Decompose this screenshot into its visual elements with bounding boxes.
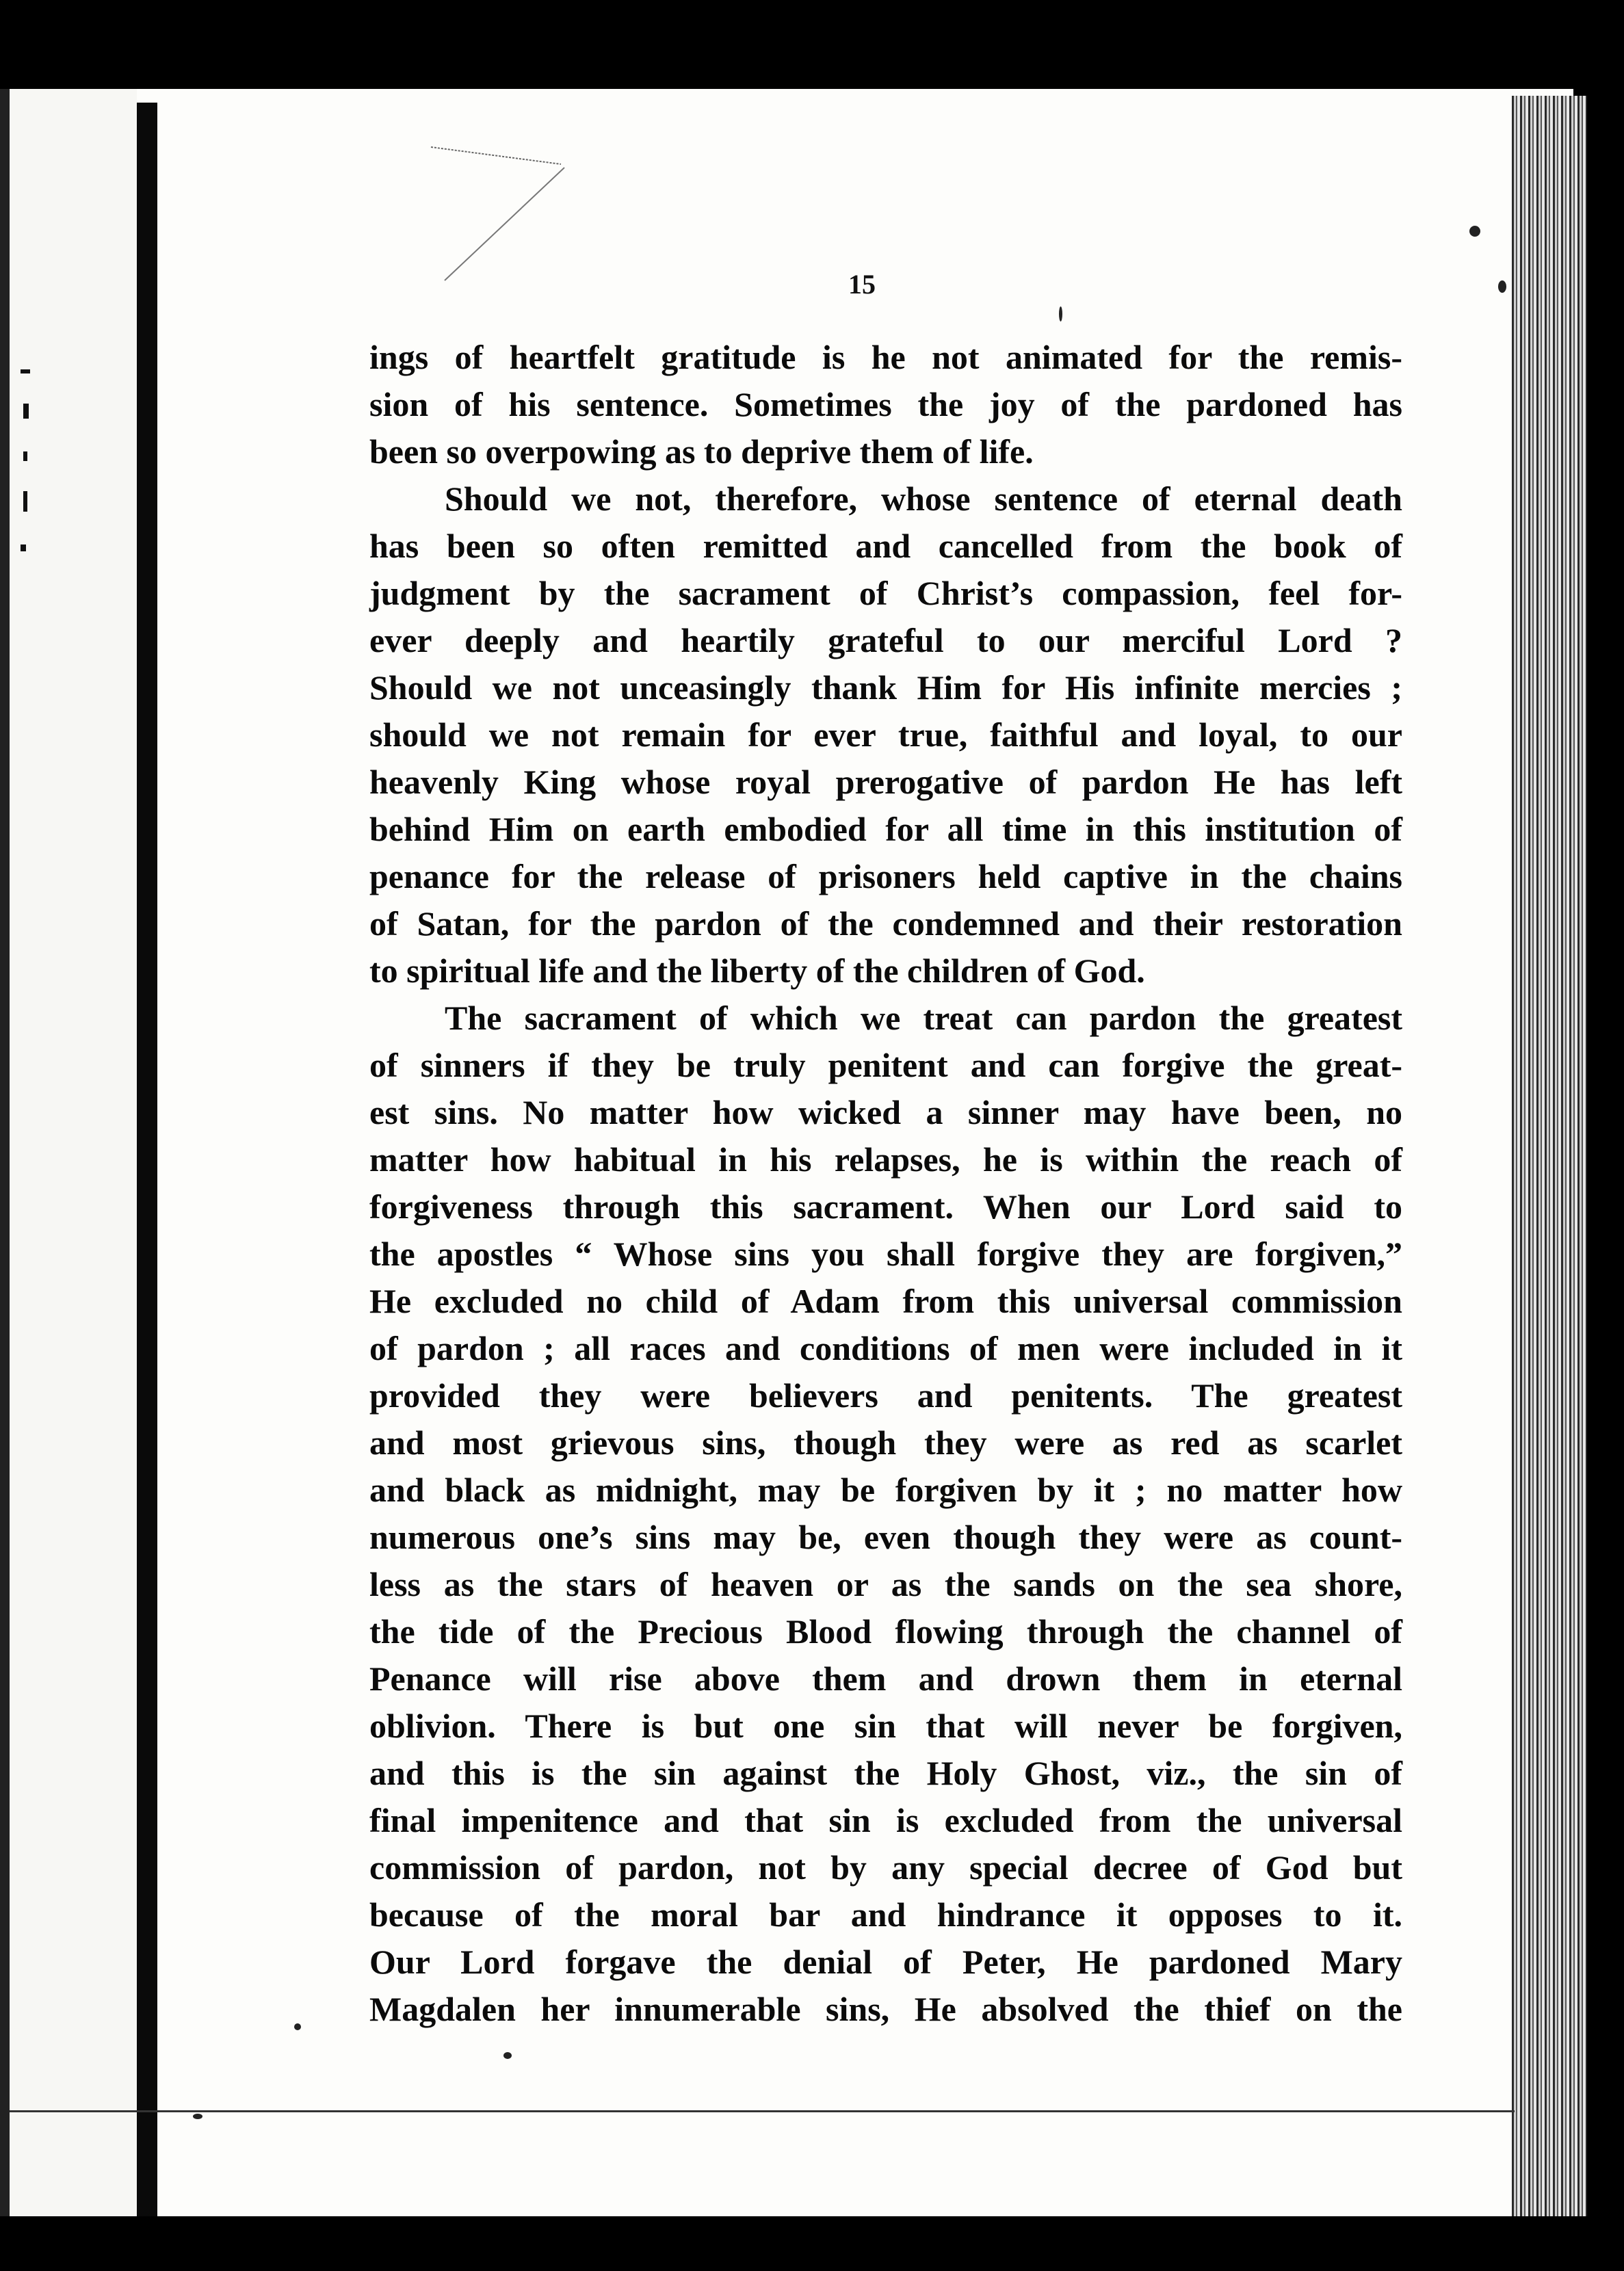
text-line: has been so often remitted and cancelled from the book of (369, 527, 1402, 565)
text-line: final impenitence and that sin is excluded from the universal (369, 1801, 1402, 1839)
text-line: Should we not unceasingly thank Him for His infinite mercies ; (369, 668, 1402, 707)
bottom-page-rule (10, 2110, 1515, 2112)
text-line: commission of pardon, not by any special decree of God but (369, 1848, 1402, 1887)
text-line: provided they were believers and penitents. The greatest (369, 1376, 1402, 1415)
text-line: and most grievous sins, though they were as red as scarlet (369, 1423, 1402, 1462)
text-line: to spiritual life and the liberty of the children of God. (369, 951, 1145, 990)
book-spine-shadow (137, 103, 157, 2216)
text-line: ings of heartfelt gratitude is he not animated for the remis- (369, 338, 1402, 376)
text-line: Magdalen her innumerable sins, He absolved the thief on the (369, 1990, 1402, 2028)
page-stack-edge (1512, 96, 1587, 2216)
text-line: Our Lord forgave the denial of Peter, He pardoned Mary (369, 1943, 1402, 1981)
text-line: sion of his sentence. Sometimes the joy of the pardoned has (369, 385, 1402, 423)
ink-speck (1498, 280, 1506, 293)
page-body-text (369, 334, 1402, 2033)
text-line: the apostles “ Whose sins you shall forgive they are forgiven,” (369, 1235, 1402, 1273)
text-line: heavenly King whose royal prerogative of pardon He has left (369, 763, 1402, 801)
bottom-scan-border (0, 2216, 1624, 2271)
text-line: been so overpowing as to deprive them of life. (369, 432, 1034, 471)
text-line: oblivion. There is but one sin that will never be forgiven, (369, 1707, 1402, 1745)
ink-speck (294, 2023, 301, 2030)
text-line: should we not remain for ever true, faithful and loyal, to our (369, 716, 1402, 754)
ink-speck (193, 2114, 202, 2119)
text-line: judgment by the sacrament of Christ’s compassion, feel for- (369, 574, 1402, 612)
ink-speck (1469, 226, 1480, 237)
text-line: matter how habitual in his relapses, he is within the reach of (369, 1140, 1402, 1179)
text-line: behind Him on earth embodied for all time in this institution of (369, 810, 1402, 848)
ink-speck (503, 2052, 512, 2059)
page-number: 15 (848, 269, 876, 300)
text-line: Should we not, therefore, whose sentence of eternal death (445, 480, 1402, 518)
text-line: of pardon ; all races and conditions of men were included in it (369, 1329, 1402, 1367)
pencil-annotation-mark (424, 144, 588, 294)
text-line: numerous one’s sins may be, even though they were as count- (369, 1518, 1402, 1556)
text-line: the tide of the Precious Blood flowing through the channel of (369, 1612, 1402, 1651)
text-line: because of the moral bar and hindrance it opposes to it. (369, 1895, 1402, 1934)
text-line: and black as midnight, may be forgiven by it ; no matter how (369, 1471, 1402, 1509)
text-line: The sacrament of which we treat can pardon the greatest (445, 999, 1402, 1037)
text-line: less as the stars of heaven or as the sands on the sea shore, (369, 1565, 1402, 1603)
right-scan-border (1587, 89, 1624, 2271)
text-line: He excluded no child of Adam from this universal commission (369, 1282, 1402, 1320)
text-line: Penance will rise above them and drown them in eternal (369, 1659, 1402, 1698)
text-line: est sins. No matter how wicked a sinner may have been, no (369, 1093, 1402, 1131)
paragraph (369, 334, 1402, 475)
left-margin-shadow (0, 89, 10, 2216)
text-line: forgiveness through this sacrament. When our Lord said to (369, 1187, 1402, 1226)
paragraph (369, 995, 1402, 2033)
text-line: ever deeply and heartily grateful to our merciful Lord ? (369, 621, 1402, 659)
paragraph (369, 475, 1402, 995)
ink-speck (1059, 306, 1062, 321)
text-line: penance for the release of prisoners held captive in the chains (369, 857, 1402, 895)
text-line: of sinners if they be truly penitent and can forgive the great- (369, 1046, 1402, 1084)
text-line: and this is the sin against the Holy Ghost, viz., the sin of (369, 1754, 1402, 1792)
text-line: of Satan, for the pardon of the condemned and their restoration (369, 904, 1402, 943)
